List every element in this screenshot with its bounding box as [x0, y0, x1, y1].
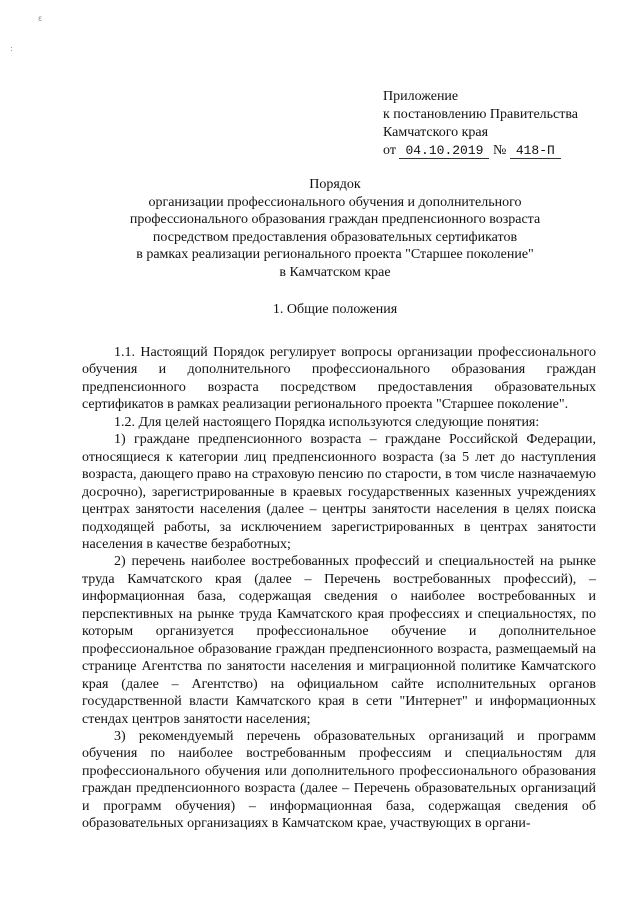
title-line: посредством предоставления образовательных сертификатов [152, 229, 518, 245]
appendix-reference: к постановлению Правительства [383, 107, 579, 122]
appendix-header [383, 88, 623, 160]
document-title [60, 176, 610, 281]
document-number: 418-П [510, 143, 561, 159]
appendix-date-line [383, 142, 623, 160]
document-date: 04.10.2019 [399, 143, 489, 159]
number-prefix: № [492, 143, 507, 158]
paragraph-item-1: 1) граждане предпенсионного возраста – граждане Российской Федерации, относящиеся к категории лиц предпенсионного возраста (за 5 лет до наступления возраста, дающего право на страховую пенсию по старости, в том числе назначаемую досрочно), зарегистрированные в краевых государственных казенных учреждениях центрах занятости населения (далее – центры занятости населения в целях поиска подходящей работы, за исключением зарегистрированных в центрах занятости населения в качестве безработных; [82, 432, 596, 552]
title-line: в рамках реализации регионального проекта "Старшее поколение" [136, 247, 534, 262]
paragraph-item-3: 3) рекомендуемый перечень образовательных организаций и программ обучения по наиболее востребованным профессиям и специальностям для профессионального обучения или дополнительного профессионального образования граждан предпенсионного возраста (далее – Перечень образовательных организаций и программ обучения) – информационная база, содержащая сведения об образовательных организациях в Камчатском крае, участвующих в органи- [82, 728, 596, 832]
scan-mark-left: : [10, 44, 13, 53]
date-prefix: от [383, 143, 396, 158]
paragraph-1-2: 1.2. Для целей настоящего Порядка используются следующие понятия: [114, 414, 540, 430]
title-line: в Камчатском крае [279, 264, 391, 280]
paragraph-item-2: 2) перечень наиболее востребованных профессий и специальностей на рынке труда Камчатского края (далее – Перечень востребованных профессий), – информационная база, содержащая сведения о наиболее востребованных и перспективных на рынке труда Камчатского края профессиях и специальностях, по которым организуется профессиональное обучение и дополнительное профессиональное образование граждан предпенсионного возраста, размещаемый на странице Агентства по занятости населения и миграционной политике Камчатского края (далее – Агентство) на официальном сайте исполнительных органов государственной власти Камчатского края в сети "Интернет" и информационных стендах центров занятости населения; [82, 554, 596, 727]
paragraph-1-1: 1.1. Настоящий Порядок регулирует вопросы организации профессионального обучения и дополнительного профессионального образования граждан предпенсионного возраста посредством предоставления образовательных сертификатов в рамках реализации регионального проекта "Старшее поколение". [82, 345, 596, 413]
section-heading: 1. Общие положения [272, 302, 398, 317]
document-body [82, 344, 596, 833]
appendix-label: Приложение [383, 89, 459, 104]
title-line: Порядок [309, 177, 361, 192]
title-line: организации профессионального обучения и дополнительного [148, 194, 522, 210]
title-line: профессионального образования граждан предпенсионного возраста [129, 212, 541, 227]
appendix-region: Камчатского края [383, 125, 489, 140]
scan-mark-top: ε [38, 14, 43, 23]
